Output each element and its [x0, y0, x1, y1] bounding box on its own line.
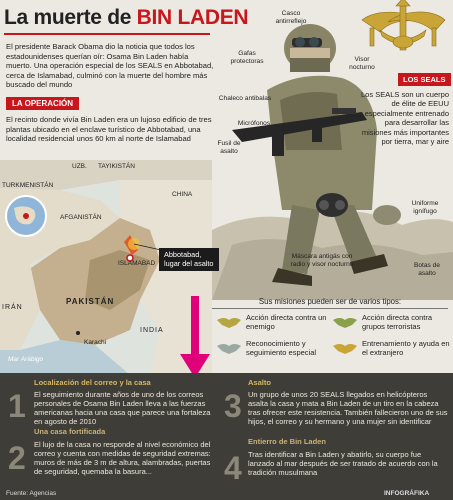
title-highlight: BIN LADEN: [136, 6, 249, 29]
abbotabad-line1: Abbotabad,: [164, 250, 202, 259]
map-label-tajikistan: TAYIKISTÁN: [98, 163, 135, 170]
mission-item-4: Entrenamiento y ayuda en el extranjero: [362, 339, 450, 357]
step-4-heading: Entierro de Bin Laden: [248, 437, 326, 446]
footer-brand: INFOGRÁFIKA: [384, 490, 430, 497]
step-3-text: Un grupo de unos 20 SEALS llegados en helicópteros asalta la casa y mata a Bin Laden de un tiro en la cabeza tras ofrecer este resistencia. También fallecieron uno de sus hijos, el correo y su hermano y una mujer sin identificar: [248, 390, 448, 426]
intro-text: El presidente Barack Obama dio la noticia que todos los estadounidenses querían oír: Osama Bin Laden había muerto. Una operación especial de los SEALS en Abbotabad, cerca de Islamabad, culminó con la muerte del hombre más buscado del mundo: [6, 42, 214, 90]
step-1-number: 1: [8, 388, 26, 424]
map-label-afghanistan: AFGANISTÁN: [60, 214, 102, 221]
missions-rule: [212, 308, 448, 309]
step-4-text: Tras identificar a Bin Laden y abatirlo, su cuerpo fue lanzado al mar después de ser tratado de acuerdo con la tradición musulmana: [248, 450, 438, 477]
down-arrow-icon: [180, 296, 210, 378]
seals-tag: LOS SEALS: [398, 73, 451, 86]
map-label-sea: Mar Arábigo: [8, 356, 44, 363]
map-label-iran: IRÁN: [2, 304, 23, 311]
mission-icon-1: [216, 316, 242, 329]
map-label-india: INDIA: [140, 327, 164, 334]
footer-source: Fuente: Agencias: [6, 490, 57, 497]
mission-item-2: Acción directa contra grupos terroristas: [362, 313, 433, 331]
operation-text: El recinto donde vivía Bin Laden era un lujoso edificio de tres plantas ubicado en el enclave turístico de Abbotabad, una localidad residencial unos 60 km al norte de Islamabad: [6, 115, 212, 144]
label-uniform: Uniforme ignífugo: [411, 200, 439, 215]
label-mics: Micrófonos: [237, 120, 271, 127]
step-3-number: 3: [224, 388, 242, 424]
map-label-china: CHINA: [172, 191, 193, 198]
step-2-heading: Una casa fortificada: [34, 427, 106, 436]
map-label-turkmenistan: TURKMENISTÁN: [2, 182, 54, 189]
title-rule: [4, 33, 210, 35]
map-label-islamabad: ISLAMABAD: [118, 260, 156, 267]
abbotabad-callout: [159, 248, 219, 271]
title-prefix: La muerte de: [4, 6, 137, 29]
map-label-karachi: Karachi: [84, 339, 107, 346]
step-3-heading: Asalto: [248, 378, 271, 387]
label-boots: Botas de asalto: [413, 262, 441, 277]
globe-inset-icon: [4, 194, 48, 238]
missions-title: Sus misiones pueden ser de varios tipos:: [258, 297, 402, 306]
step-1-heading: Localización del correo y la casa: [34, 378, 151, 387]
step-2-text: El lujo de la casa no responde al nivel económico del correo y cuenta con medidas de seguridad extremas: muros de más de 3 m de altura, alambradas, puertas de seguridad, quemaba la basura...: [34, 440, 211, 476]
map-label-uzb: UZB.: [72, 163, 87, 170]
step-1-text: El seguimiento durante años de uno de los correos personales de Osama Bin Laden lleva a las fuerzas americanas hacia una casa que parece una fortaleza en agosto de 2010: [34, 390, 211, 426]
seals-text: Los SEALS son un cuerpo de élite de EEUU especialmente entrenado para desarrollar las misiones más importantes por tierra, mar y aire: [361, 90, 449, 147]
label-helmet: Casco antirreflejo: [275, 10, 307, 25]
step-4-number: 4: [224, 450, 242, 486]
mission-icon-4: [332, 342, 358, 355]
mission-icon-3: [216, 342, 242, 355]
label-rifle: Fusil de asalto: [217, 140, 241, 155]
seal-trident-emblem: [362, 0, 445, 50]
mission-item-3: Reconocimiento y seguimiento especial: [246, 339, 317, 357]
label-goggles: Gafas protectoras: [230, 50, 264, 65]
label-gasmask: Máscara antigás con radio y visor nocturno: [290, 253, 354, 268]
mission-icon-2: [332, 316, 358, 329]
abbotabad-line2: lugar del asalto: [164, 258, 214, 268]
operation-tag: LA OPERACIÓN: [6, 97, 79, 110]
label-vest: Chaleco antibalas: [218, 95, 272, 102]
step-2-number: 2: [8, 440, 26, 476]
map-label-pakistan: PAKISTÁN: [66, 297, 115, 306]
mission-item-1: Acción directa contra un enemigo: [246, 313, 327, 331]
label-night-vision: Visor nocturno: [349, 56, 375, 71]
